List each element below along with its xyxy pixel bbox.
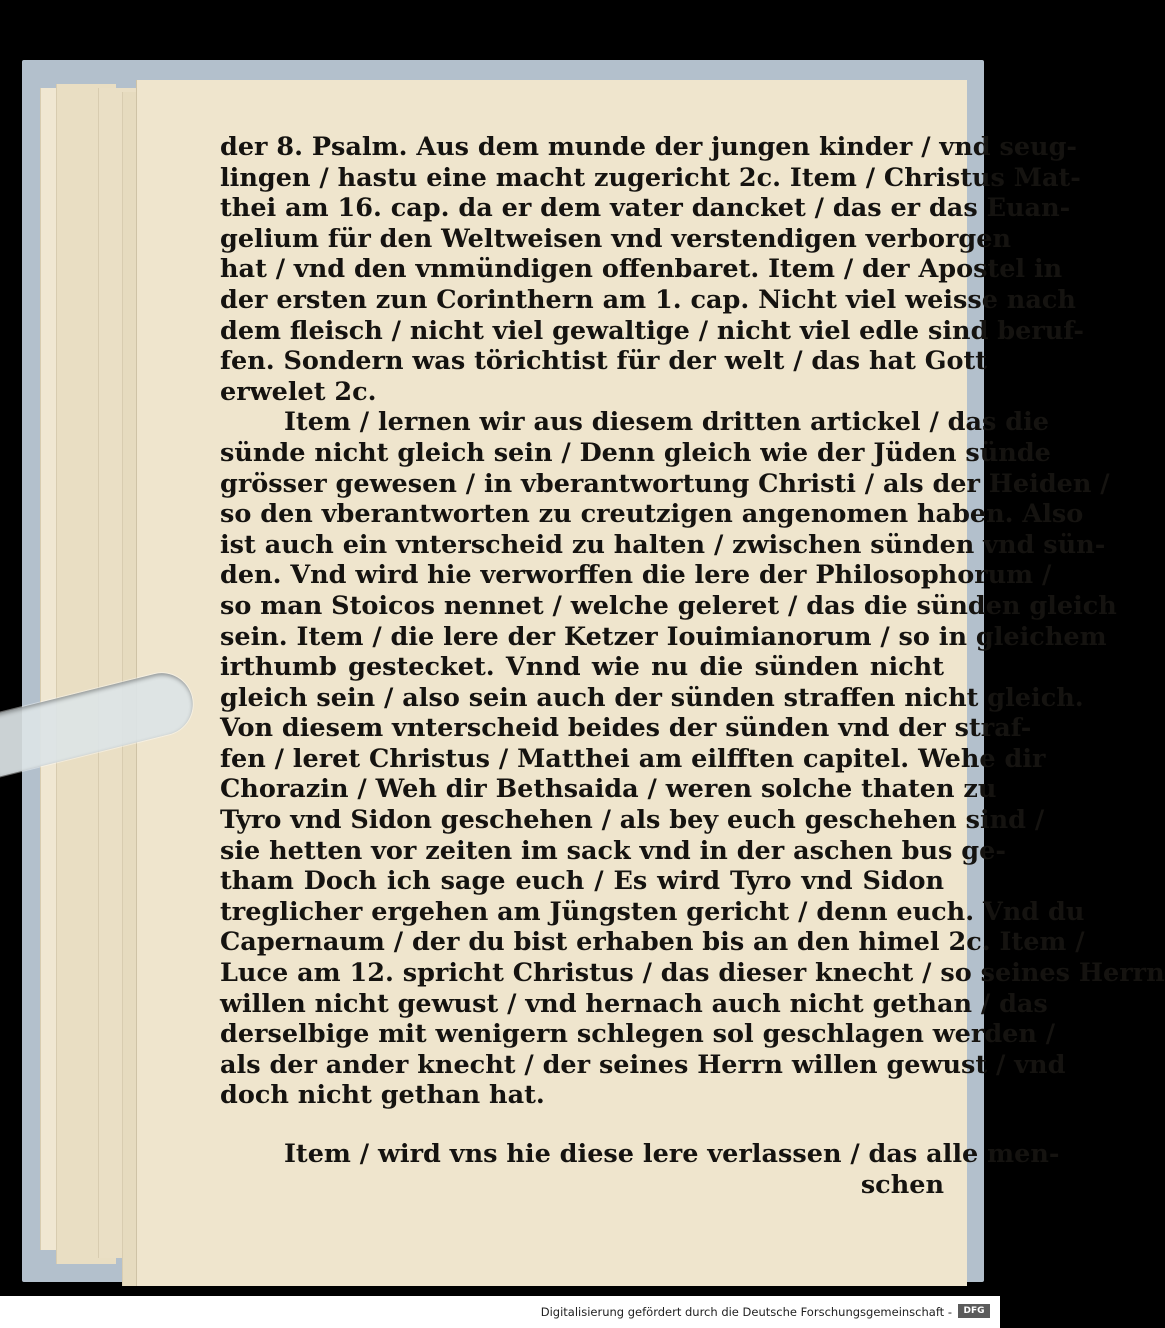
text-line: irthumb gestecket. Vnnd wie nu die sünden nicht xyxy=(220,652,944,683)
text-line: derselbige mit wenigern schlegen sol geschlagen werden / xyxy=(220,1019,1056,1050)
text-line: Luce am 12. spricht Christus / das dieser knecht / so seines Herrn xyxy=(220,958,1165,989)
text-line: so den vberantworten zu creutzigen angenomen haben. Also xyxy=(220,499,1084,530)
page-text xyxy=(220,132,1165,1200)
text-line: gleich sein / also sein auch der sünden straffen nicht gleich. xyxy=(220,682,1084,713)
text-line: der ersten zun Corinthern am 1. cap. Nicht viel weisse nach xyxy=(220,284,1076,315)
text-line: Item / lernen wir aus diesem dritten artickel / das die xyxy=(284,407,1050,438)
text-line: thei am 16. cap. da er dem vater dancket / das er das Euan- xyxy=(220,193,1071,224)
dfg-logo-icon: DFG xyxy=(958,1304,990,1318)
text-line: Capernaum / der du bist erhaben bis an den himel 2c. Item / xyxy=(220,927,1085,958)
text-line: doch nicht gethan hat. xyxy=(220,1080,545,1111)
text-line: Tyro vnd Sidon geschehen / als bey euch geschehen sind / xyxy=(220,805,1045,836)
text-line: Item / wird vns hie diese lere verlassen / das alle men- xyxy=(284,1139,1060,1169)
text-line: sein. Item / die lere der Ketzer Iouimianorum / so in gleichem xyxy=(220,621,1107,652)
text-line: als der ander knecht / der seines Herrn willen gewust / vnd xyxy=(220,1049,1066,1080)
text-line: lingen / hastu eine macht zugericht 2c. Item / Christus Mat- xyxy=(220,162,1081,193)
text-line: treglicher ergehen am Jüngsten gericht / denn euch. Vnd du xyxy=(220,896,1085,927)
text-line: hat / vnd den vnmündigen offenbaret. Item / der Apostel in xyxy=(220,254,1063,285)
text-line: fen. Sondern was törichtist für der welt / das hat Gott xyxy=(220,346,988,377)
text-line: der 8. Psalm. Aus dem munde der jungen kinder / vnd seug- xyxy=(220,132,1078,162)
text-line: Von diesem vnterscheid beides der sünden vnd der straf- xyxy=(220,713,1032,744)
text-line: so man Stoicos nennet / welche geleret / das die sünden gleich xyxy=(220,590,1117,621)
footer-bar xyxy=(0,1296,1000,1328)
funding-credit: Digitalisierung gefördert durch die Deutsche Forschungsgemeinschaft - xyxy=(540,1305,952,1319)
text-line: grösser gewesen / in vberantwortung Christi / als der Heiden / xyxy=(220,468,1110,499)
text-line: den. Vnd wird hie verworffen die lere der Philosophorum / xyxy=(220,560,1052,591)
text-line: tham Doch ich sage euch / Es wird Tyro vnd Sidon xyxy=(220,866,944,897)
text-line: gelium für den Weltweisen vnd verstendigen verborgen xyxy=(220,223,1011,254)
text-line: fen / leret Christus / Matthei am eilfften capitel. Wehe dir xyxy=(220,743,1046,774)
text-line: ist auch ein vnterscheid zu halten / zwischen sünden vnd sün- xyxy=(220,529,1106,560)
text-line: dem fleisch / nicht viel gewaltige / nicht viel edle sind beruf- xyxy=(220,315,1084,346)
text-line: willen nicht gewust / vnd hernach auch nicht gethan / das xyxy=(220,988,1048,1019)
text-line: sünde nicht gleich sein / Denn gleich wie der Jüden sünde xyxy=(220,437,1051,468)
text-line: sie hetten vor zeiten im sack vnd in der aschen bus ge- xyxy=(220,835,1006,866)
text-line: erwelet 2c. xyxy=(220,376,377,407)
catchword: schen xyxy=(860,1169,944,1200)
text-line: Chorazin / Weh dir Bethsaida / weren solche thaten zu xyxy=(220,774,997,805)
